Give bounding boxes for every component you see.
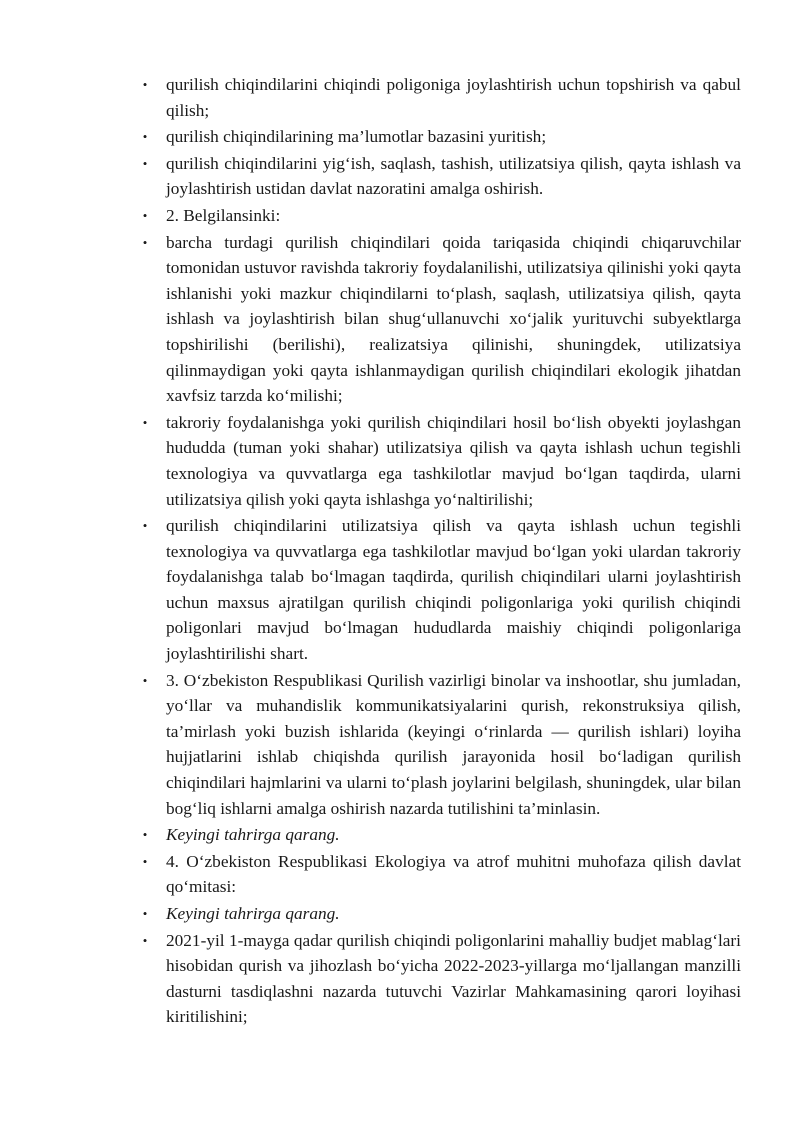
list-item-text: qurilish chiqindilarini yig‘ish, saqlash, tashish, utilizatsiya qilish, qayta ishlash va joylashtirish ustidan davlat nazoratini amalga oshirish.: [166, 153, 741, 199]
bullet-icon: •: [142, 827, 148, 843]
bullet-icon: •: [142, 672, 148, 688]
list-item-text: Keyingi tahrirga qarang.: [166, 825, 340, 845]
bullet-icon: •: [142, 853, 148, 869]
list-item: [140, 203, 741, 229]
list-item: [140, 513, 741, 667]
list-item: [140, 151, 741, 202]
list-item: [140, 410, 741, 512]
list-item: [140, 230, 741, 409]
list-item-text: qurilish chiqindilarining ma’lumotlar bazasini yuritish;: [166, 127, 547, 147]
list-item-text: 3. O‘zbekiston Respublikasi Qurilish vazirligi binolar va inshootlar, shu jumladan, yo‘llar va muhandislik kommunikatsiyalarini qurish, rekonstruksiya qilish, ta’mirlash yoki buzish ishlarida (keyingi o‘rinlarda — qurilish ishlari) loyiha hujjatlarini ishlab chiqishda qurilish jarayonida hosil bo‘ladigan qurilish chiqindilari hajmlarini va ularni to‘plash joylarini belgilash, shuningdek, ular bilan bog‘liq ishlarni amalga oshirish nazarda tutilishini ta’minlasin.: [166, 670, 741, 818]
list-item: [140, 124, 741, 150]
list-item-text: barcha turdagi qurilish chiqindilari qoida tariqasida chiqindi chiqaruvchilar tomonidan ustuvor ravishda takroriy foydalanilishi, utilizatsiya qilinishi yoki qayta ishlanishi yoki mazkur chiqindilarni to‘plash, saqlash, utilizatsiya qilish, qayta ishlash va joylashtirish bilan shug‘ullanuvchi xo‘jalik yurituvchi subyektlarga topshirilishi (berilishi), realizatsiya qilinishi, shuningdek, utilizatsiya qilinmaydigan yoki qayta ishlanmaydigan qurilish chiqindilari ekologik jihatdan xavfsiz tarzda ko‘milishi;: [166, 232, 741, 406]
list-item-text: takroriy foydalanishga yoki qurilish chiqindilari hosil bo‘lish obyekti joylashgan hududda (tuman yoki shahar) utilizatsiya qilish va qayta ishlash uchun tegishli texnologiya va quvvatlarga ega tashkilotlar mavjud bo‘lgan taqdirda, ularni utilizatsiya qilish yoki qayta ishlashga yo‘naltirilishi;: [166, 412, 741, 509]
bullet-icon: •: [142, 234, 148, 250]
bullet-icon: •: [142, 518, 148, 534]
bullet-icon: •: [142, 155, 148, 171]
bullet-icon: •: [142, 129, 148, 145]
list-item-text: Keyingi tahrirga qarang.: [166, 904, 340, 923]
document-body: [140, 72, 741, 1031]
list-item: [140, 72, 741, 123]
list-item-text: 4. O‘zbekiston Respublikasi Ekologiya va atrof muhitni muhofaza qilish davlat qo‘mitasi:: [166, 851, 741, 897]
bullet-icon: •: [142, 932, 148, 948]
list-item-note: [140, 822, 741, 848]
bullet-icon: •: [142, 414, 148, 430]
list-item-text: 2021-yil 1-mayga qadar qurilish chiqindi poligonlarini mahalliy budjet mablag‘lari hisobidan qurish va jihozlash bo‘yicha 2022-2023-yillarga mo‘ljallangan manzilli dasturni tasdiqlashni nazarda tutuvchi Vazirlar Mahkamasining qarori loyihasi kiritilishini;: [166, 930, 741, 1027]
list-item-text: qurilish chiqindilarini chiqindi poligoniga joylashtirish uchun topshirish va qabul qilish;: [166, 75, 741, 120]
bullet-list: [140, 72, 741, 1030]
bullet-icon: •: [142, 906, 148, 921]
list-item-text: 2. Belgilansinki:: [166, 205, 281, 225]
list-item: [140, 928, 741, 1030]
list-item: [140, 849, 741, 900]
bullet-icon: •: [142, 77, 148, 92]
list-item: [140, 668, 741, 822]
bullet-icon: •: [142, 207, 148, 223]
list-item-note: [140, 901, 741, 927]
list-item-text: qurilish chiqindilarini utilizatsiya qilish va qayta ishlash uchun tegishli texnologiya va quvvatlarga ega tashkilotlar mavjud bo‘lgan yoki ulardan takroriy foydalanishga talab bo‘lmagan taqdirda, qurilish chiqindilari ularni joylashtirish uchun maxsus ajratilgan qurilish chiqindi poligonlariga yoki qurilish chiqindi poligonlari mavjud bo‘lmagan hududlarda maishiy chiqindi poligonlariga joylashtirilishi shart.: [166, 516, 741, 664]
